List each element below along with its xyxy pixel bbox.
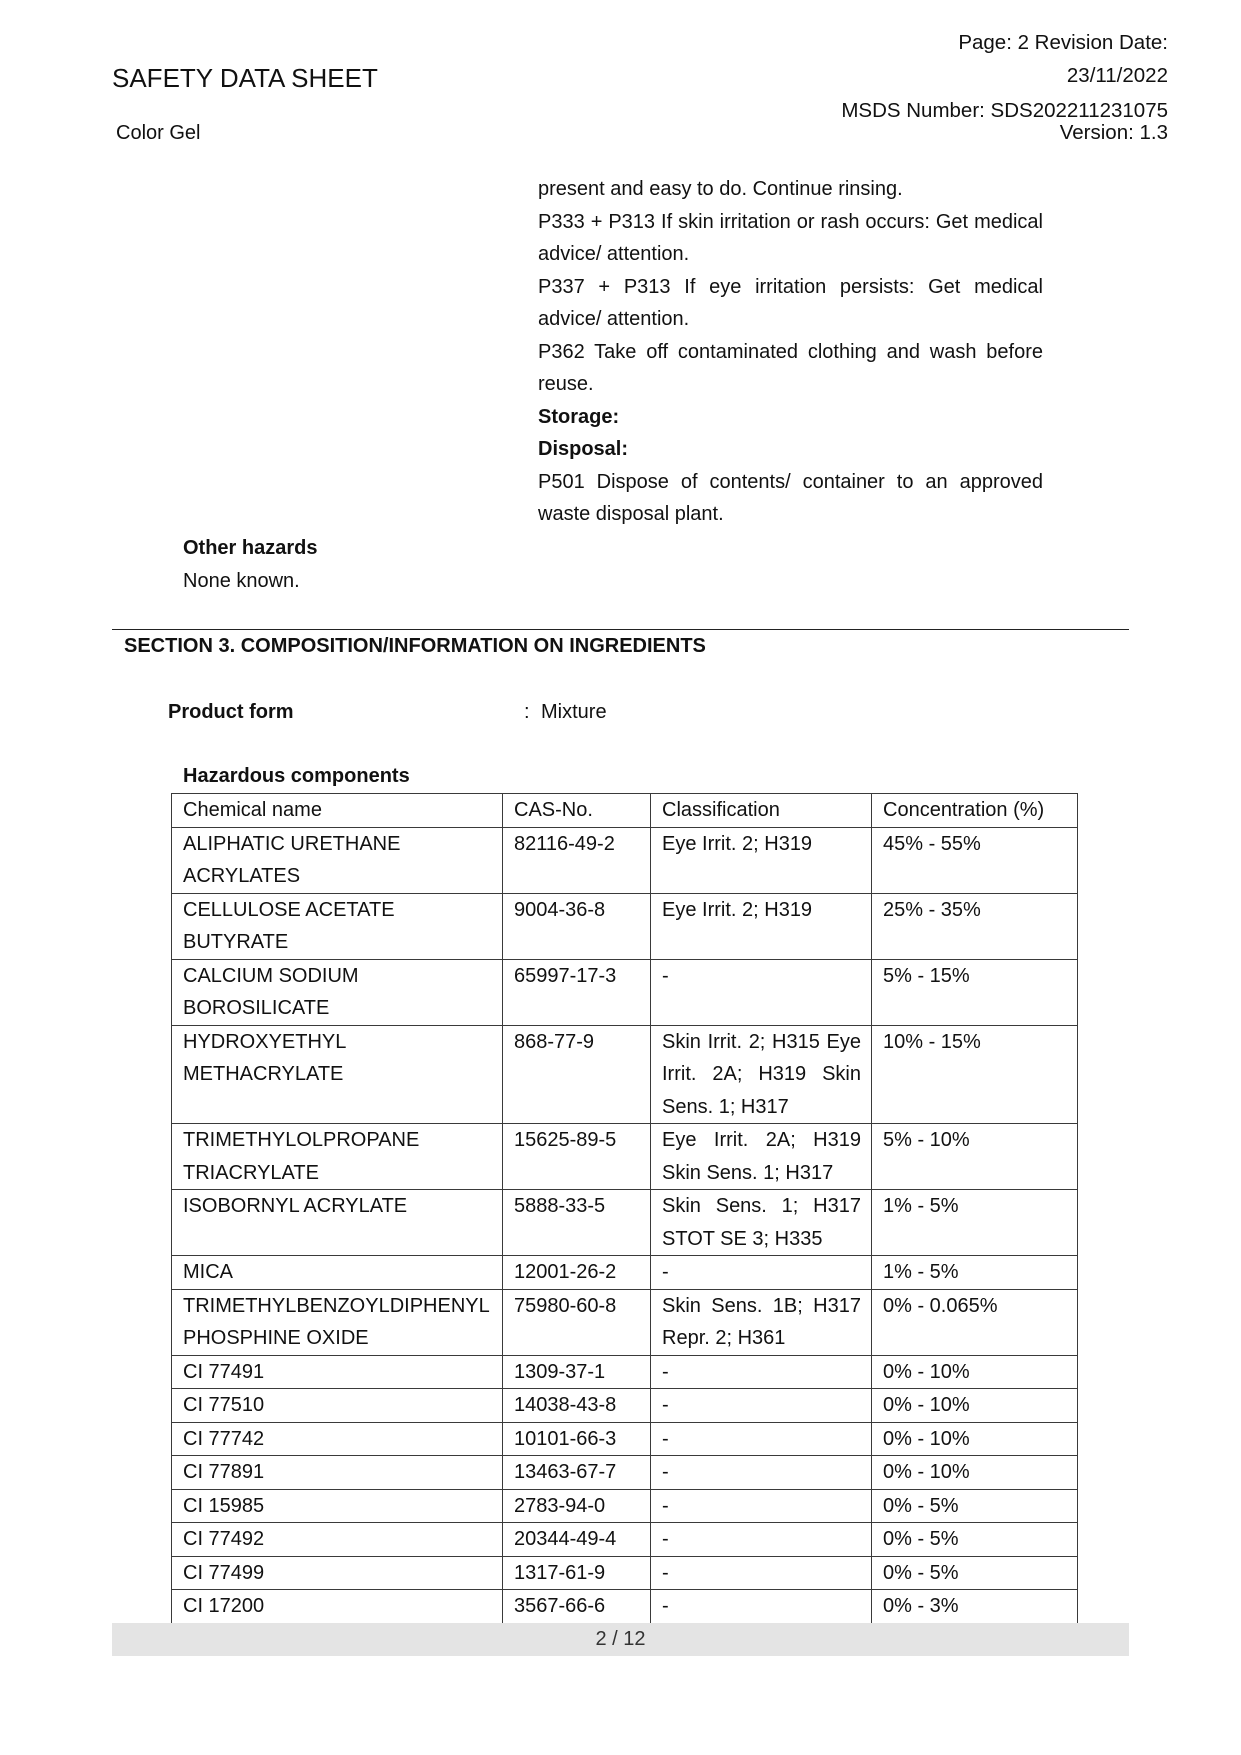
section-divider — [112, 629, 1129, 630]
cell-concentration: 0% - 5% — [872, 1489, 1078, 1523]
product-form-separator: : — [524, 701, 530, 723]
cell-concentration: 0% - 5% — [872, 1523, 1078, 1557]
cell-chemical-name: TRIMETHYLOLPROPANE TRIACRYLATE — [172, 1124, 503, 1190]
cell-cas-no: 868-77-9 — [503, 1025, 651, 1124]
cell-concentration: 0% - 0.065% — [872, 1289, 1078, 1355]
cell-concentration: 0% - 3% — [872, 1590, 1078, 1624]
page-counter: 2 / 12 — [595, 1628, 646, 1650]
cell-cas-no: 12001-26-2 — [503, 1256, 651, 1290]
document-title: SAFETY DATA SHEET — [112, 63, 378, 93]
cell-concentration: 0% - 5% — [872, 1556, 1078, 1590]
cell-concentration: 1% - 5% — [872, 1256, 1078, 1290]
cell-cas-no: 2783-94-0 — [503, 1489, 651, 1523]
hazardous-components-heading: Hazardous components — [183, 765, 410, 787]
cell-concentration: 5% - 10% — [872, 1124, 1078, 1190]
cell-classification: Eye Irrit. 2; H319 — [651, 827, 872, 893]
table-row — [172, 827, 1078, 893]
statement-p362: P362 Take off contaminated clothing and wash before reuse. — [538, 340, 1043, 395]
cell-concentration: 1% - 5% — [872, 1190, 1078, 1256]
cell-chemical-name: CELLULOSE ACETATE BUTYRATE — [172, 893, 503, 959]
cell-classification: Skin Sens. 1; H317 STOT SE 3; H335 — [651, 1190, 872, 1256]
cell-classification: Skin Sens. 1B; H317 Repr. 2; H361 — [651, 1289, 872, 1355]
continued-statement: present and easy to do. Continue rinsing. — [538, 178, 903, 200]
table-header-row — [172, 794, 1078, 828]
cell-cas-no: 1317-61-9 — [503, 1556, 651, 1590]
other-hazards-text: None known. — [183, 569, 300, 592]
column-header-classification: Classification — [651, 794, 872, 828]
precautionary-statements — [538, 173, 1043, 531]
cell-cas-no: 20344-49-4 — [503, 1523, 651, 1557]
cell-chemical-name: CALCIUM SODIUM BOROSILICATE — [172, 959, 503, 1025]
cell-classification: - — [651, 1389, 872, 1423]
cell-chemical-name: ISOBORNYL ACRYLATE — [172, 1190, 503, 1256]
cell-cas-no: 65997-17-3 — [503, 959, 651, 1025]
cell-cas-no: 14038-43-8 — [503, 1389, 651, 1423]
table-row — [172, 1556, 1078, 1590]
table-row — [172, 1523, 1078, 1557]
cell-cas-no: 82116-49-2 — [503, 827, 651, 893]
statement-p501: P501 Dispose of contents/ container to an approved waste disposal plant. — [538, 470, 1043, 525]
table-row — [172, 1355, 1078, 1389]
cell-concentration: 45% - 55% — [872, 827, 1078, 893]
table-row — [172, 1289, 1078, 1355]
cell-classification: - — [651, 1422, 872, 1456]
other-hazards — [183, 532, 317, 597]
page-footer — [112, 1623, 1129, 1656]
cell-concentration: 25% - 35% — [872, 893, 1078, 959]
cell-chemical-name: CI 77510 — [172, 1389, 503, 1423]
cell-chemical-name: CI 77491 — [172, 1355, 503, 1389]
version: Version: 1.3 — [1059, 121, 1168, 144]
table-row — [172, 1456, 1078, 1490]
cell-classification: - — [651, 1523, 872, 1557]
product-form-value: Mixture — [541, 701, 607, 723]
cell-concentration: 0% - 10% — [872, 1422, 1078, 1456]
cell-concentration: 5% - 15% — [872, 959, 1078, 1025]
cell-chemical-name: CI 77891 — [172, 1456, 503, 1490]
cell-chemical-name: CI 77492 — [172, 1523, 503, 1557]
cell-chemical-name: CI 17200 — [172, 1590, 503, 1624]
cell-chemical-name: CI 77499 — [172, 1556, 503, 1590]
other-hazards-heading: Other hazards — [183, 537, 318, 559]
cell-cas-no: 1309-37-1 — [503, 1355, 651, 1389]
cell-classification: Skin Irrit. 2; H315 Eye Irrit. 2A; H319 Skin Sens. 1; H317 — [651, 1025, 872, 1124]
statement-p333-p313: P333 + P313 If skin irritation or rash occurs: Get medical advice/ attention. — [538, 210, 1043, 265]
table-row — [172, 1489, 1078, 1523]
hazardous-components-table — [171, 793, 1078, 1624]
statement-p337-p313: P337 + P313 If eye irritation persists: Get medical advice/ attention. — [538, 275, 1043, 330]
cell-concentration: 0% - 10% — [872, 1456, 1078, 1490]
cell-classification: - — [651, 1556, 872, 1590]
msds-number: MSDS Number: SDS202211231075 — [841, 99, 1168, 122]
cell-chemical-name: ALIPHATIC URETHANE ACRYLATES — [172, 827, 503, 893]
product-form-label: Product form — [168, 701, 294, 723]
table-row — [172, 1590, 1078, 1624]
components-table-body — [172, 827, 1078, 1623]
cell-cas-no: 75980-60-8 — [503, 1289, 651, 1355]
cell-classification: Eye Irrit. 2A; H319 Skin Sens. 1; H317 — [651, 1124, 872, 1190]
cell-concentration: 0% - 10% — [872, 1355, 1078, 1389]
storage-label: Storage: — [538, 405, 620, 428]
cell-cas-no: 13463-67-7 — [503, 1456, 651, 1490]
cell-cas-no: 10101-66-3 — [503, 1422, 651, 1456]
cell-chemical-name: CI 15985 — [172, 1489, 503, 1523]
section-3-heading: SECTION 3. COMPOSITION/INFORMATION ON INGREDIENTS — [124, 635, 706, 657]
cell-chemical-name: HYDROXYETHYL METHACRYLATE — [172, 1025, 503, 1124]
cell-concentration: 0% - 10% — [872, 1389, 1078, 1423]
cell-cas-no: 15625-89-5 — [503, 1124, 651, 1190]
table-row — [172, 1256, 1078, 1290]
table-row — [172, 1025, 1078, 1124]
cell-concentration: 10% - 15% — [872, 1025, 1078, 1124]
table-row — [172, 893, 1078, 959]
cell-chemical-name: MICA — [172, 1256, 503, 1290]
cell-classification: - — [651, 1590, 872, 1624]
cell-classification: - — [651, 1456, 872, 1490]
column-header-chemical-name: Chemical name — [172, 794, 503, 828]
table-row — [172, 1422, 1078, 1456]
table-row — [172, 1124, 1078, 1190]
cell-classification: - — [651, 1355, 872, 1389]
cell-chemical-name: CI 77742 — [172, 1422, 503, 1456]
column-header-cas-no: CAS-No. — [503, 794, 651, 828]
revision-date: 23/11/2022 — [1066, 64, 1168, 87]
cell-cas-no: 9004-36-8 — [503, 893, 651, 959]
page-info: Page: 2 Revision Date: — [958, 31, 1168, 54]
table-row — [172, 1389, 1078, 1423]
cell-cas-no: 3567-66-6 — [503, 1590, 651, 1624]
column-header-concentration: Concentration (%) — [872, 794, 1078, 828]
disposal-label: Disposal: — [538, 438, 629, 460]
cell-chemical-name: TRIMETHYLBENZOYLDIPHENYLPHOSPHINE OXIDE — [172, 1289, 503, 1355]
table-row — [172, 1190, 1078, 1256]
cell-classification: - — [651, 1489, 872, 1523]
cell-cas-no: 5888-33-5 — [503, 1190, 651, 1256]
cell-classification: - — [651, 1256, 872, 1290]
table-row — [172, 959, 1078, 1025]
product-name: Color Gel — [116, 122, 201, 144]
cell-classification: - — [651, 959, 872, 1025]
cell-classification: Eye Irrit. 2; H319 — [651, 893, 872, 959]
